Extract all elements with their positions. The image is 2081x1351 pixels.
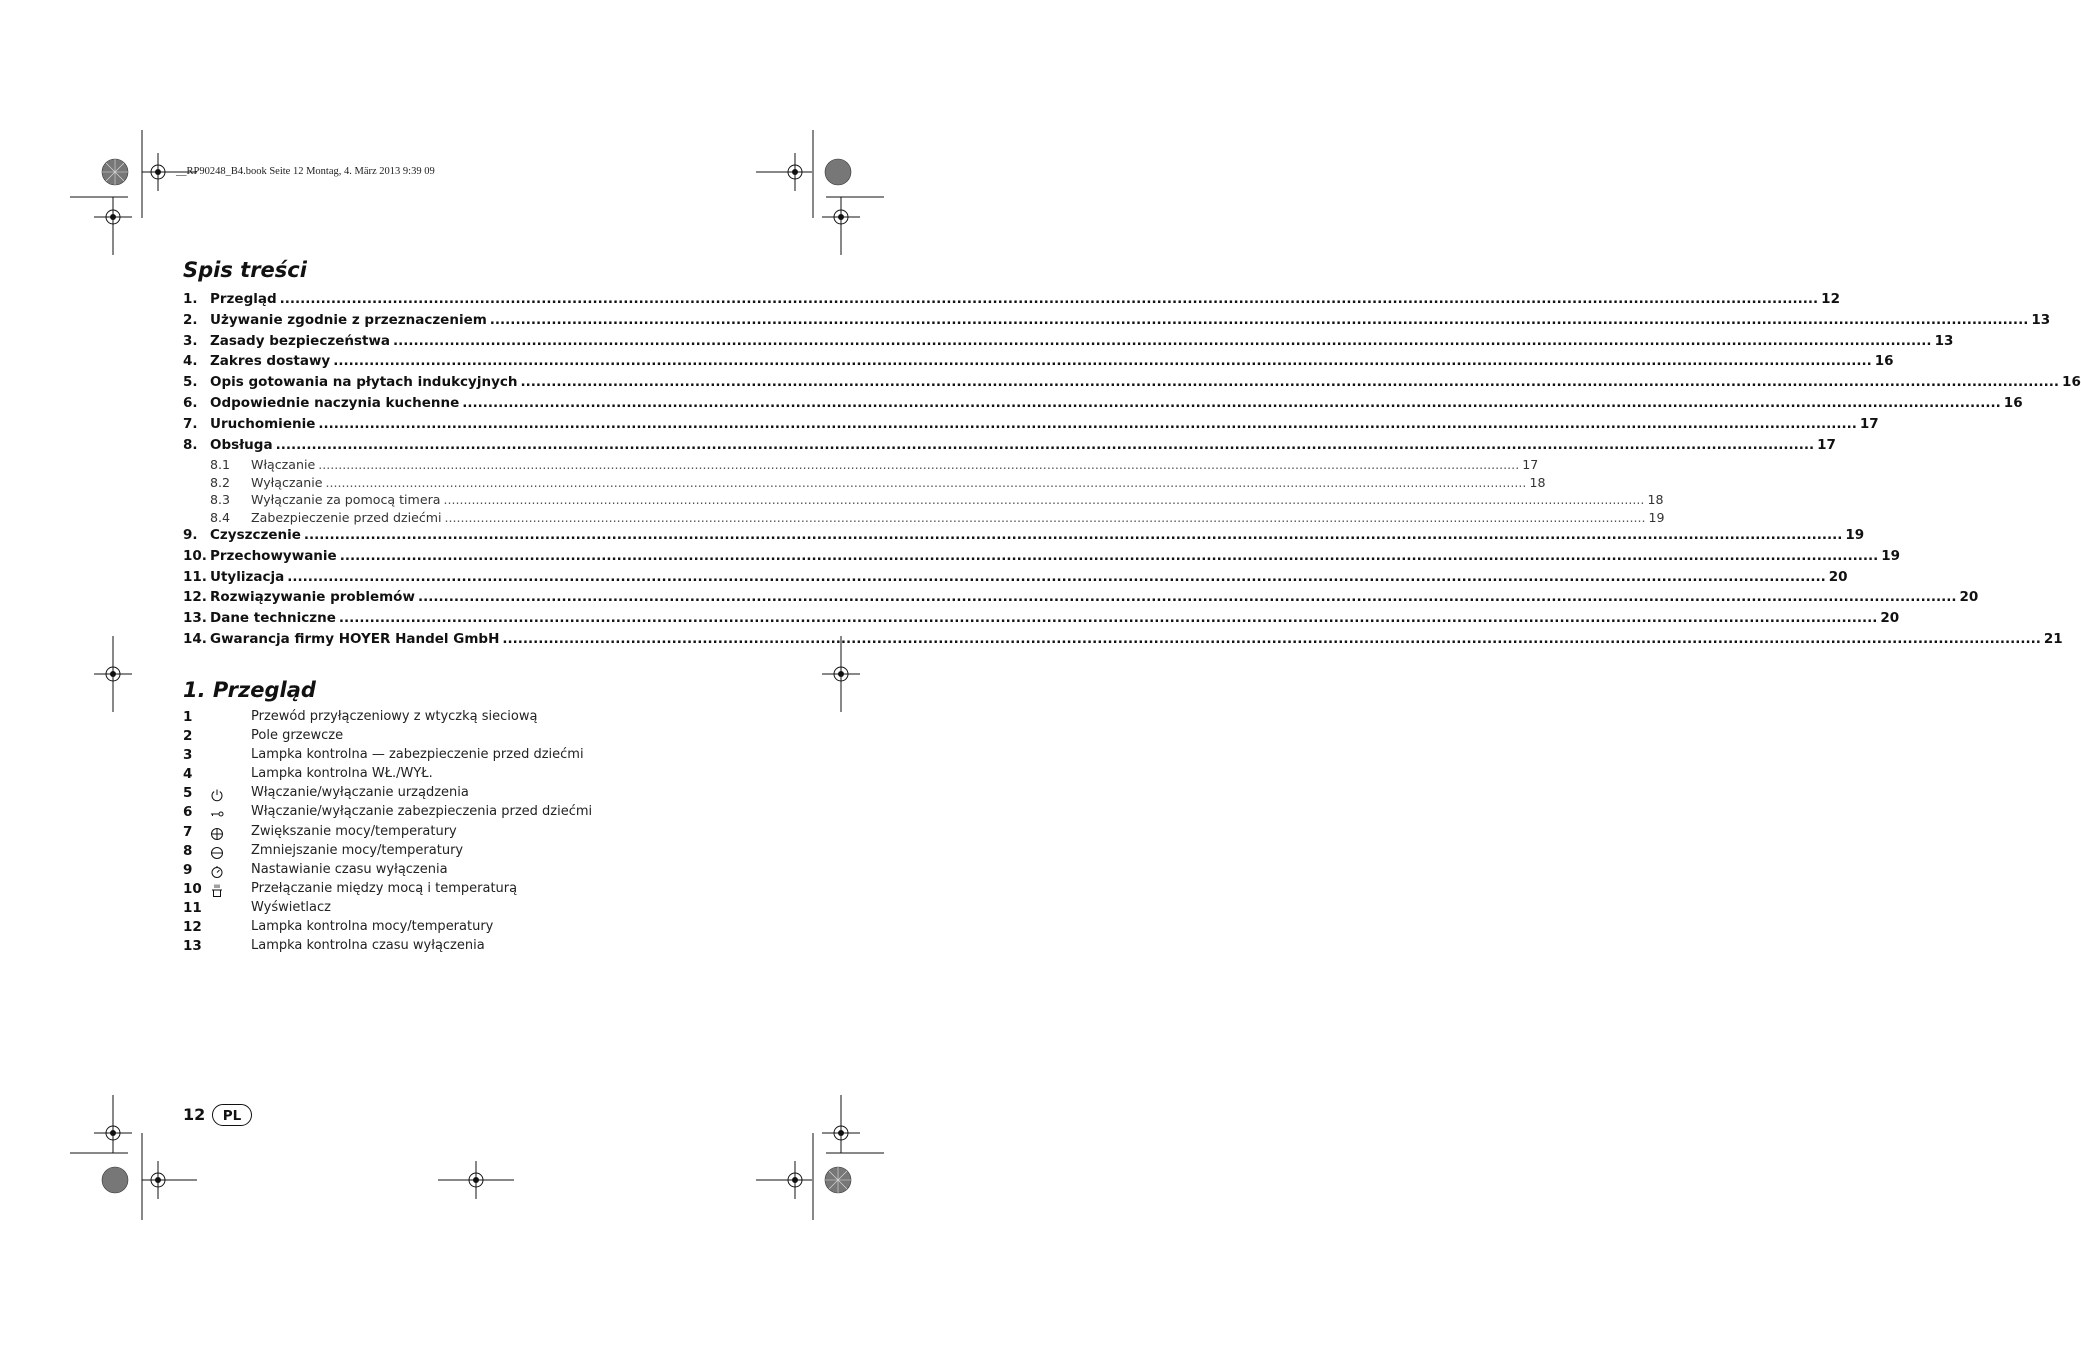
toc-entry-number: 8.2 [210,474,231,490]
toc-entry-number: 11. [183,568,207,585]
toc-entry-number: 5. [183,374,198,391]
toc-entry-label: Używanie zgodnie z przeznaczeniem [210,311,487,328]
toc-entry-number: 10. [183,547,207,564]
toc-entry[interactable] [183,415,1879,437]
toc-entry-label: Dane techniczne [210,610,336,627]
toc-entry-page: 13 [2031,311,2051,328]
overview-item [183,938,743,957]
toc-entry-label: Przechowywanie [210,547,337,564]
overview-item-number: 1 [183,709,193,725]
toc-entry[interactable] [183,547,1901,569]
toc-leader-dots: ............................................................................................................................................................................................................................................................................................................ [275,436,1815,453]
toc-entry-label: Utylizacja [210,568,285,585]
toc-leader-dots: ............................................................................................................................................................................................................................................................................................................ [502,630,2041,647]
toc-entry-page: 17 [1859,415,1879,432]
toc-leader-dots: ............................................................................................................................................................................................................................................................................................................ [338,610,1878,627]
overview-item-text: Zwiększanie mocy/temperatury [251,823,457,839]
overview-item-number: 10 [183,880,202,897]
overview-item-text: Zmniejszanie mocy/temperatury [251,842,464,858]
toc-leader-dots: ............................................................................................................................................................................................................................................................................................................ [279,291,1819,307]
toc-entry-label: Opis gotowania na płytach indukcyjnych [210,374,518,391]
overview-item-text: Lampka kontrolna mocy/temperatury [251,919,494,935]
toc-entry[interactable] [183,332,1954,354]
toc-entry-number: 8. [183,436,198,453]
toc-entry-number: 9. [183,526,198,543]
toc-entry-number: 7. [183,415,198,432]
overview-item-number: 2 [183,728,193,745]
toc-entry-label: Włączanie [251,457,316,473]
toc-entry-page: 16 [1874,353,1894,370]
overview-item-number: 12 [183,919,202,936]
toc-entry-number: 12. [183,589,207,606]
toc-entry-label: Obsługa [210,436,273,453]
toc-entry-page: 20 [1880,610,1900,627]
toc-entry-page: 19 [1881,547,1901,564]
overview-item-number: 6 [183,804,193,821]
clock-icon [210,865,224,879]
toc-entry-number: 8.4 [210,509,231,525]
overview-item-number: 5 [183,785,193,802]
toc-entry-number: 2. [183,311,198,328]
toc-entry-page: 17 [1522,457,1539,473]
toc-entry[interactable] [183,436,1836,458]
toc-entry-page: 16 [2062,374,2081,391]
overview-item [183,843,743,862]
toc-leader-dots: ............................................................................................................................................................................................................................................................................................................ [333,353,1872,370]
toc-entry-label: Wyłączanie za pomocą timera [251,492,441,508]
overview-item [183,766,743,785]
toc-entry[interactable] [183,394,2023,416]
toc-entry[interactable] [183,474,1546,492]
toc-leader-dots: ............................................................................................................................................................................................................................................................................................................ [303,526,1843,543]
overview-item [183,747,743,766]
overview-item [183,919,743,938]
toc-entry-page: 21 [2043,630,2063,647]
toc-entry-page: 16 [2003,394,2023,411]
toc-entry[interactable] [183,311,2051,333]
toc-entry[interactable] [183,610,1900,631]
overview-item-text: Wyświetlacz [251,899,331,915]
toc-leader-dots: ............................................................................................................................................................................................................................................................................................................ [462,394,2001,411]
overview-item [183,804,743,823]
overview-item-number: 11 [183,899,202,916]
overview-item-text: Przełączanie między mocą i temperaturą [251,880,518,896]
overview-list [183,709,743,957]
toc-entry-label: Rozwiązywanie problemów [210,589,415,606]
toc-entry-label: Zasady bezpieczeństwa [210,332,391,349]
toc-entry[interactable] [183,589,1979,610]
toc-entry-page: 19 [1845,526,1865,543]
toc-entry[interactable] [183,353,1894,374]
toc-entry-number: 4. [183,353,198,370]
toc-entry-page: 13 [1934,332,1954,349]
overview-item-number: 8 [183,842,193,859]
toc-entry-label: Zabezpieczenie przed dziećmi [251,509,442,525]
toc-entry-page: 20 [1828,568,1848,585]
power-icon [210,788,224,802]
overview-item [183,862,743,881]
toc-entry-page: 17 [1817,436,1836,453]
toc-leader-dots: ............................................................................................................................................................................................................................................................................................................ [489,311,2029,328]
toc-entry-label: Czyszczenie [210,526,301,543]
toc-title: Spis treści [183,258,307,282]
key-icon [210,807,224,821]
toc-leader-dots: ............................................................................................................................................................................................................................................................................................................ [520,374,2060,391]
toc-entry-label: Odpowiednie naczynia kuchenne [210,394,460,411]
toc-entry-number: 14. [183,630,207,647]
toc-leader-dots: ............................................................................................................................................................................................................................................................................................................ [444,509,1646,525]
toc-entry-number: 3. [183,332,198,349]
toc-entry-number: 1. [183,291,198,307]
toc-entry[interactable] [183,374,2081,395]
toc-entry[interactable] [183,509,1665,527]
overview-item-text: Nastawianie czasu wyłączenia [251,861,448,877]
toc-entry-page: 18 [1647,492,1664,508]
toc-leader-dots: ............................................................................................................................................................................................................................................................................................................ [443,492,1645,508]
overview-item-text: Lampka kontrolna WŁ./WYŁ. [251,766,433,782]
toc-leader-dots: ............................................................................................................................................................................................................................................................................................................ [417,589,1957,606]
toc-leader-dots: ............................................................................................................................................................................................................................................................................................................ [325,474,1527,490]
overview-item [183,785,743,804]
toc-entry[interactable] [183,630,2063,652]
toc-entry[interactable] [183,457,1539,474]
overview-item [183,881,743,900]
overview-item [183,900,743,919]
toc-entry-label: Zakres dostawy [210,353,331,370]
overview-item [183,824,743,843]
overview-item [183,709,743,728]
overview-title: 1. Przegląd [183,678,316,702]
toc-leader-dots: ............................................................................................................................................................................................................................................................................................................ [393,332,1932,349]
table-of-contents [183,291,2081,652]
toc-leader-dots: ............................................................................................................................................................................................................................................................................................................ [318,457,1520,473]
toc-leader-dots: ............................................................................................................................................................................................................................................................................................................ [287,568,1826,585]
toc-leader-dots: ............................................................................................................................................................................................................................................................................................................ [339,547,1879,564]
overview-item-number: 9 [183,861,193,878]
toc-entry-page: 20 [1959,589,1979,606]
overview-item-text: Włączanie/wyłączanie zabezpieczenia przed dziećmi [251,804,593,820]
toc-leader-dots: ............................................................................................................................................................................................................................................................................................................ [318,415,1857,432]
overview-item-text: Lampka kontrolna czasu wyłączenia [251,938,485,954]
toc-entry-label: Przegląd [210,291,277,307]
overview-item-number: 7 [183,823,193,840]
language-badge: PL [212,1104,252,1126]
toc-entry[interactable] [183,568,1848,590]
toc-entry-number: 8.1 [210,457,231,473]
overview-item-number: 4 [183,766,193,783]
crop-marks [0,0,954,1351]
page-number: 12 [183,1105,206,1124]
toc-entry[interactable] [183,492,1664,509]
overview-item-number: 13 [183,938,202,955]
pot-icon [210,884,224,898]
plus-circle-icon [210,827,224,841]
toc-entry[interactable] [183,291,1840,312]
toc-entry-page: 19 [1648,509,1665,525]
overview-item-text: Przewód przyłączeniowy z wtyczką sieciową [251,709,538,724]
file-header: __RP90248_B4.book Seite 12 Montag, 4. März 2013 9:39 09 [176,166,435,177]
toc-entry-label: Gwarancja firmy HOYER Handel GmbH [210,630,500,647]
overview-item-text: Pole grzewcze [251,728,344,744]
toc-entry[interactable] [183,526,1865,548]
minus-circle-icon [210,846,224,860]
overview-item-number: 3 [183,747,193,764]
overview-item-text: Włączanie/wyłączanie urządzenia [251,785,469,801]
toc-entry-label: Uruchomienie [210,415,316,432]
overview-item-text: Lampka kontrolna — zabezpieczenie przed dziećmi [251,747,584,763]
toc-entry-number: 6. [183,394,198,411]
toc-entry-number: 8.3 [210,492,231,508]
toc-entry-page: 18 [1529,474,1546,490]
toc-entry-number: 13. [183,610,207,627]
toc-entry-page: 12 [1821,291,1840,307]
overview-item [183,728,743,747]
toc-entry-label: Wyłączanie [251,474,323,490]
